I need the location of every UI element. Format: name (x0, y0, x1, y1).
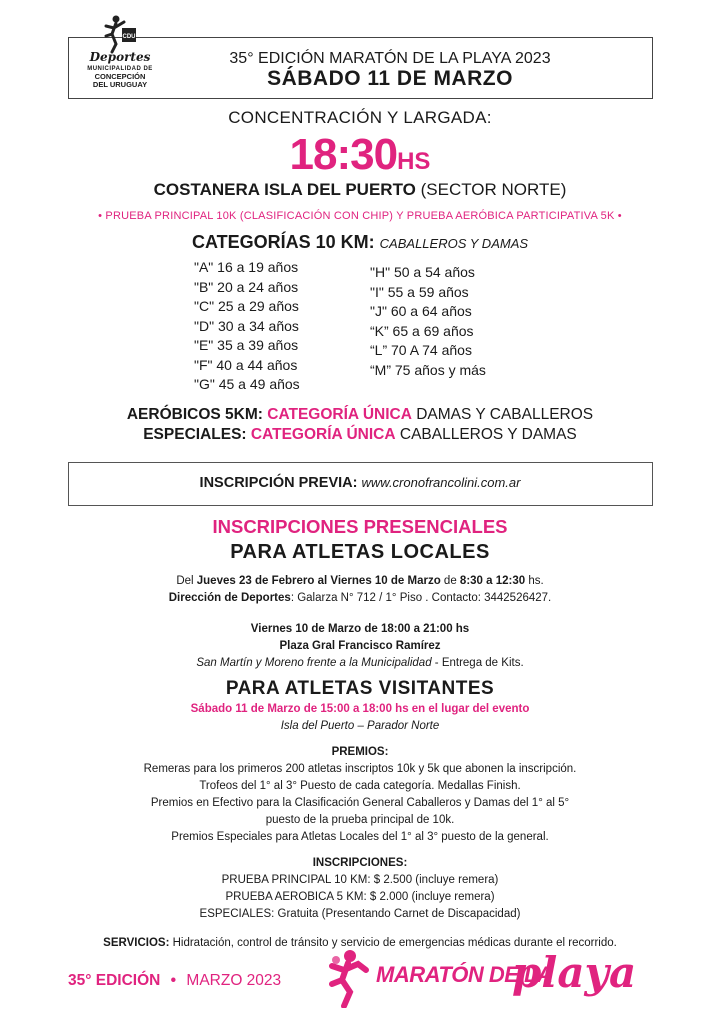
prize-line: Premios en Efectivo para la Clasificación General Caballeros y Damas del 1° al 5° (150, 797, 570, 809)
aerobics-label: AERÓBICOS 5KM: (126, 406, 263, 423)
locals-kits-where: San Martín y Moreno frente a la Municipalidad (196, 657, 432, 669)
locals-hours-post: hs. (525, 575, 544, 587)
locals-dates-mid: de (440, 575, 460, 587)
locals-plaza-line: Plaza Gral Francisco Ramírez (279, 640, 441, 652)
start-time-unit: HS (397, 148, 431, 175)
prizes-title: PREMIOS: (331, 746, 389, 758)
categories-heading (0, 232, 720, 253)
logo-city-line2: DEL URUGUAY (92, 80, 148, 89)
fee-line: PRUEBA PRINCIPAL 10 KM: $ 2.500 (incluye remera) (221, 874, 499, 886)
start-time-value: 18:30 (289, 130, 398, 179)
locals-dates: Jueves 23 de Febrero al Viernes 10 de Marzo (196, 575, 441, 587)
category-item: "F" 40 a 44 años (194, 356, 298, 373)
specials-category: CATEGORÍA ÚNICA (250, 426, 396, 443)
footer-edition (68, 972, 281, 990)
locals-friday-line: Viernes 10 de Marzo de 18:00 a 21:00 hs (250, 623, 470, 635)
preregistration-line (0, 475, 720, 491)
locals-dates-line (0, 573, 720, 590)
visitors-place-line: Isla del Puerto – Parador Norte (280, 720, 440, 732)
category-item: "E" 35 a 39 años (194, 337, 299, 353)
logo-badge: CDU (122, 34, 136, 40)
aerobics-who: DAMAS Y CABALLEROS (416, 406, 594, 423)
fee-line: PRUEBA AEROBICA 5 KM: $ 2.000 (incluye remera) (225, 891, 495, 903)
prizes-section (0, 744, 720, 846)
categories-left-list (194, 258, 300, 395)
footer-month: MARZO 2023 (186, 972, 282, 989)
services-label: SERVICIOS: (103, 937, 170, 949)
logo-city (80, 73, 160, 89)
header-edition: 35° EDICIÓN MARATÓN DE LA PLAYA 2023 (229, 50, 551, 67)
start-place-sector: (SECTOR NORTE) (420, 180, 567, 199)
specials-who: CABALLEROS Y DAMAS (399, 426, 577, 443)
logo-name: Deportes (89, 50, 151, 64)
locals-address: : Galarza N° 712 / 1° Piso . Contacto: 3442526427. (290, 592, 552, 604)
prize-line: Premios Especiales para Atletas Locales del 1° al 3° puesto de la general. (171, 831, 549, 843)
start-place-name: COSTANERA ISLA DEL PUERTO (153, 180, 416, 199)
locals-kits-line (0, 655, 720, 672)
aerobics-category: CATEGORÍA ÚNICA (267, 406, 412, 423)
fees-section (0, 855, 720, 923)
category-item: "G" 45 a 49 años (194, 376, 300, 392)
category-item: "D" 30 a 34 años (194, 317, 299, 334)
visitors-info (0, 701, 720, 735)
preregistration-label: INSCRIPCIÓN PREVIA: (199, 475, 358, 491)
deportes-logo (80, 14, 160, 100)
categories-subtitle: CABALLEROS Y DAMAS (379, 236, 529, 251)
fee-line: ESPECIALES: Gratuita (Presentando Carnet de Discapacidad) (199, 908, 521, 920)
locals-address-line (0, 590, 720, 607)
runners-icon (320, 948, 374, 1008)
footer-edition-label: 35° EDICIÓN (68, 972, 161, 989)
locals-dates-pre: Del (176, 575, 197, 587)
category-item: “M” 75 años y más (370, 361, 486, 378)
footer-brand-playa: playa (512, 948, 637, 997)
specials-label: ESPECIALES: (143, 426, 247, 443)
services-text: Hidratación, control de tránsito y servicio de emergencias médicas durante el recorrido. (169, 937, 617, 949)
visitors-title: PARA ATLETAS VISITANTES (225, 678, 495, 699)
prize-line: puesto de la prueba principal de 10k. (265, 814, 455, 826)
category-item: "I" 55 a 59 años (370, 283, 469, 300)
start-time (0, 130, 720, 180)
category-item: "B" 20 a 24 años (194, 278, 299, 295)
locals-info-2 (0, 621, 720, 672)
categories-right-list (370, 263, 486, 380)
logo-city-line1: CONCEPCIÓN (94, 72, 146, 81)
logo-municipality: MUNICIPALIDAD DE (87, 66, 153, 72)
visitors-date-line: Sábado 11 de Marzo de 15:00 a 18:00 hs en el lugar del evento (190, 703, 530, 715)
category-item: "J" 60 a 64 años (370, 303, 472, 319)
runner-logo-icon (102, 14, 138, 54)
start-label: CONCENTRACIÓN Y LARGADA: (228, 108, 492, 127)
locals-title: PARA ATLETAS LOCALES (230, 541, 490, 563)
prize-line: Remeras para los primeros 200 atletas inscriptos 10k y 5k que abonen la inscripción. (143, 763, 577, 775)
prize-line: Trofeos del 1° al 3° Puesto de cada categoría. Medallas Finish. (199, 780, 521, 792)
fees-title: INSCRIPCIONES: (312, 857, 408, 869)
category-item: "A" 16 a 19 años (194, 259, 299, 275)
header-date: SÁBADO 11 DE MARZO (267, 67, 513, 90)
aerobics-line (0, 405, 720, 425)
category-item: "H" 50 a 54 años (370, 264, 475, 280)
races-line: • PRUEBA PRINCIPAL 10K (CLASIFICACIÓN CON CHIP) Y PRUEBA AERÓBICA PARTICIPATIVA 5K • (98, 210, 622, 222)
preregistration-url[interactable]: www.cronofrancolini.com.ar (361, 475, 521, 490)
in-person-title: INSCRIPCIONES PRESENCIALES (212, 516, 508, 537)
footer-bullet: • (170, 972, 177, 989)
footer-brand-text: MARATÓN DE LA (376, 962, 553, 987)
specials-line (0, 425, 720, 445)
single-categories (0, 405, 720, 445)
locals-hours: 8:30 a 12:30 (459, 575, 526, 587)
locals-kits-note: - Entrega de Kits. (431, 657, 524, 669)
categories-title: CATEGORÍAS 10 KM: (191, 232, 375, 252)
locals-place: Dirección de Deportes (168, 592, 291, 604)
category-item: “L” 70 A 74 años (370, 342, 472, 358)
category-item: “K” 65 a 69 años (370, 322, 474, 339)
locals-info-1 (0, 573, 720, 607)
start-place (0, 180, 720, 200)
category-item: "C" 25 a 29 años (194, 298, 299, 314)
